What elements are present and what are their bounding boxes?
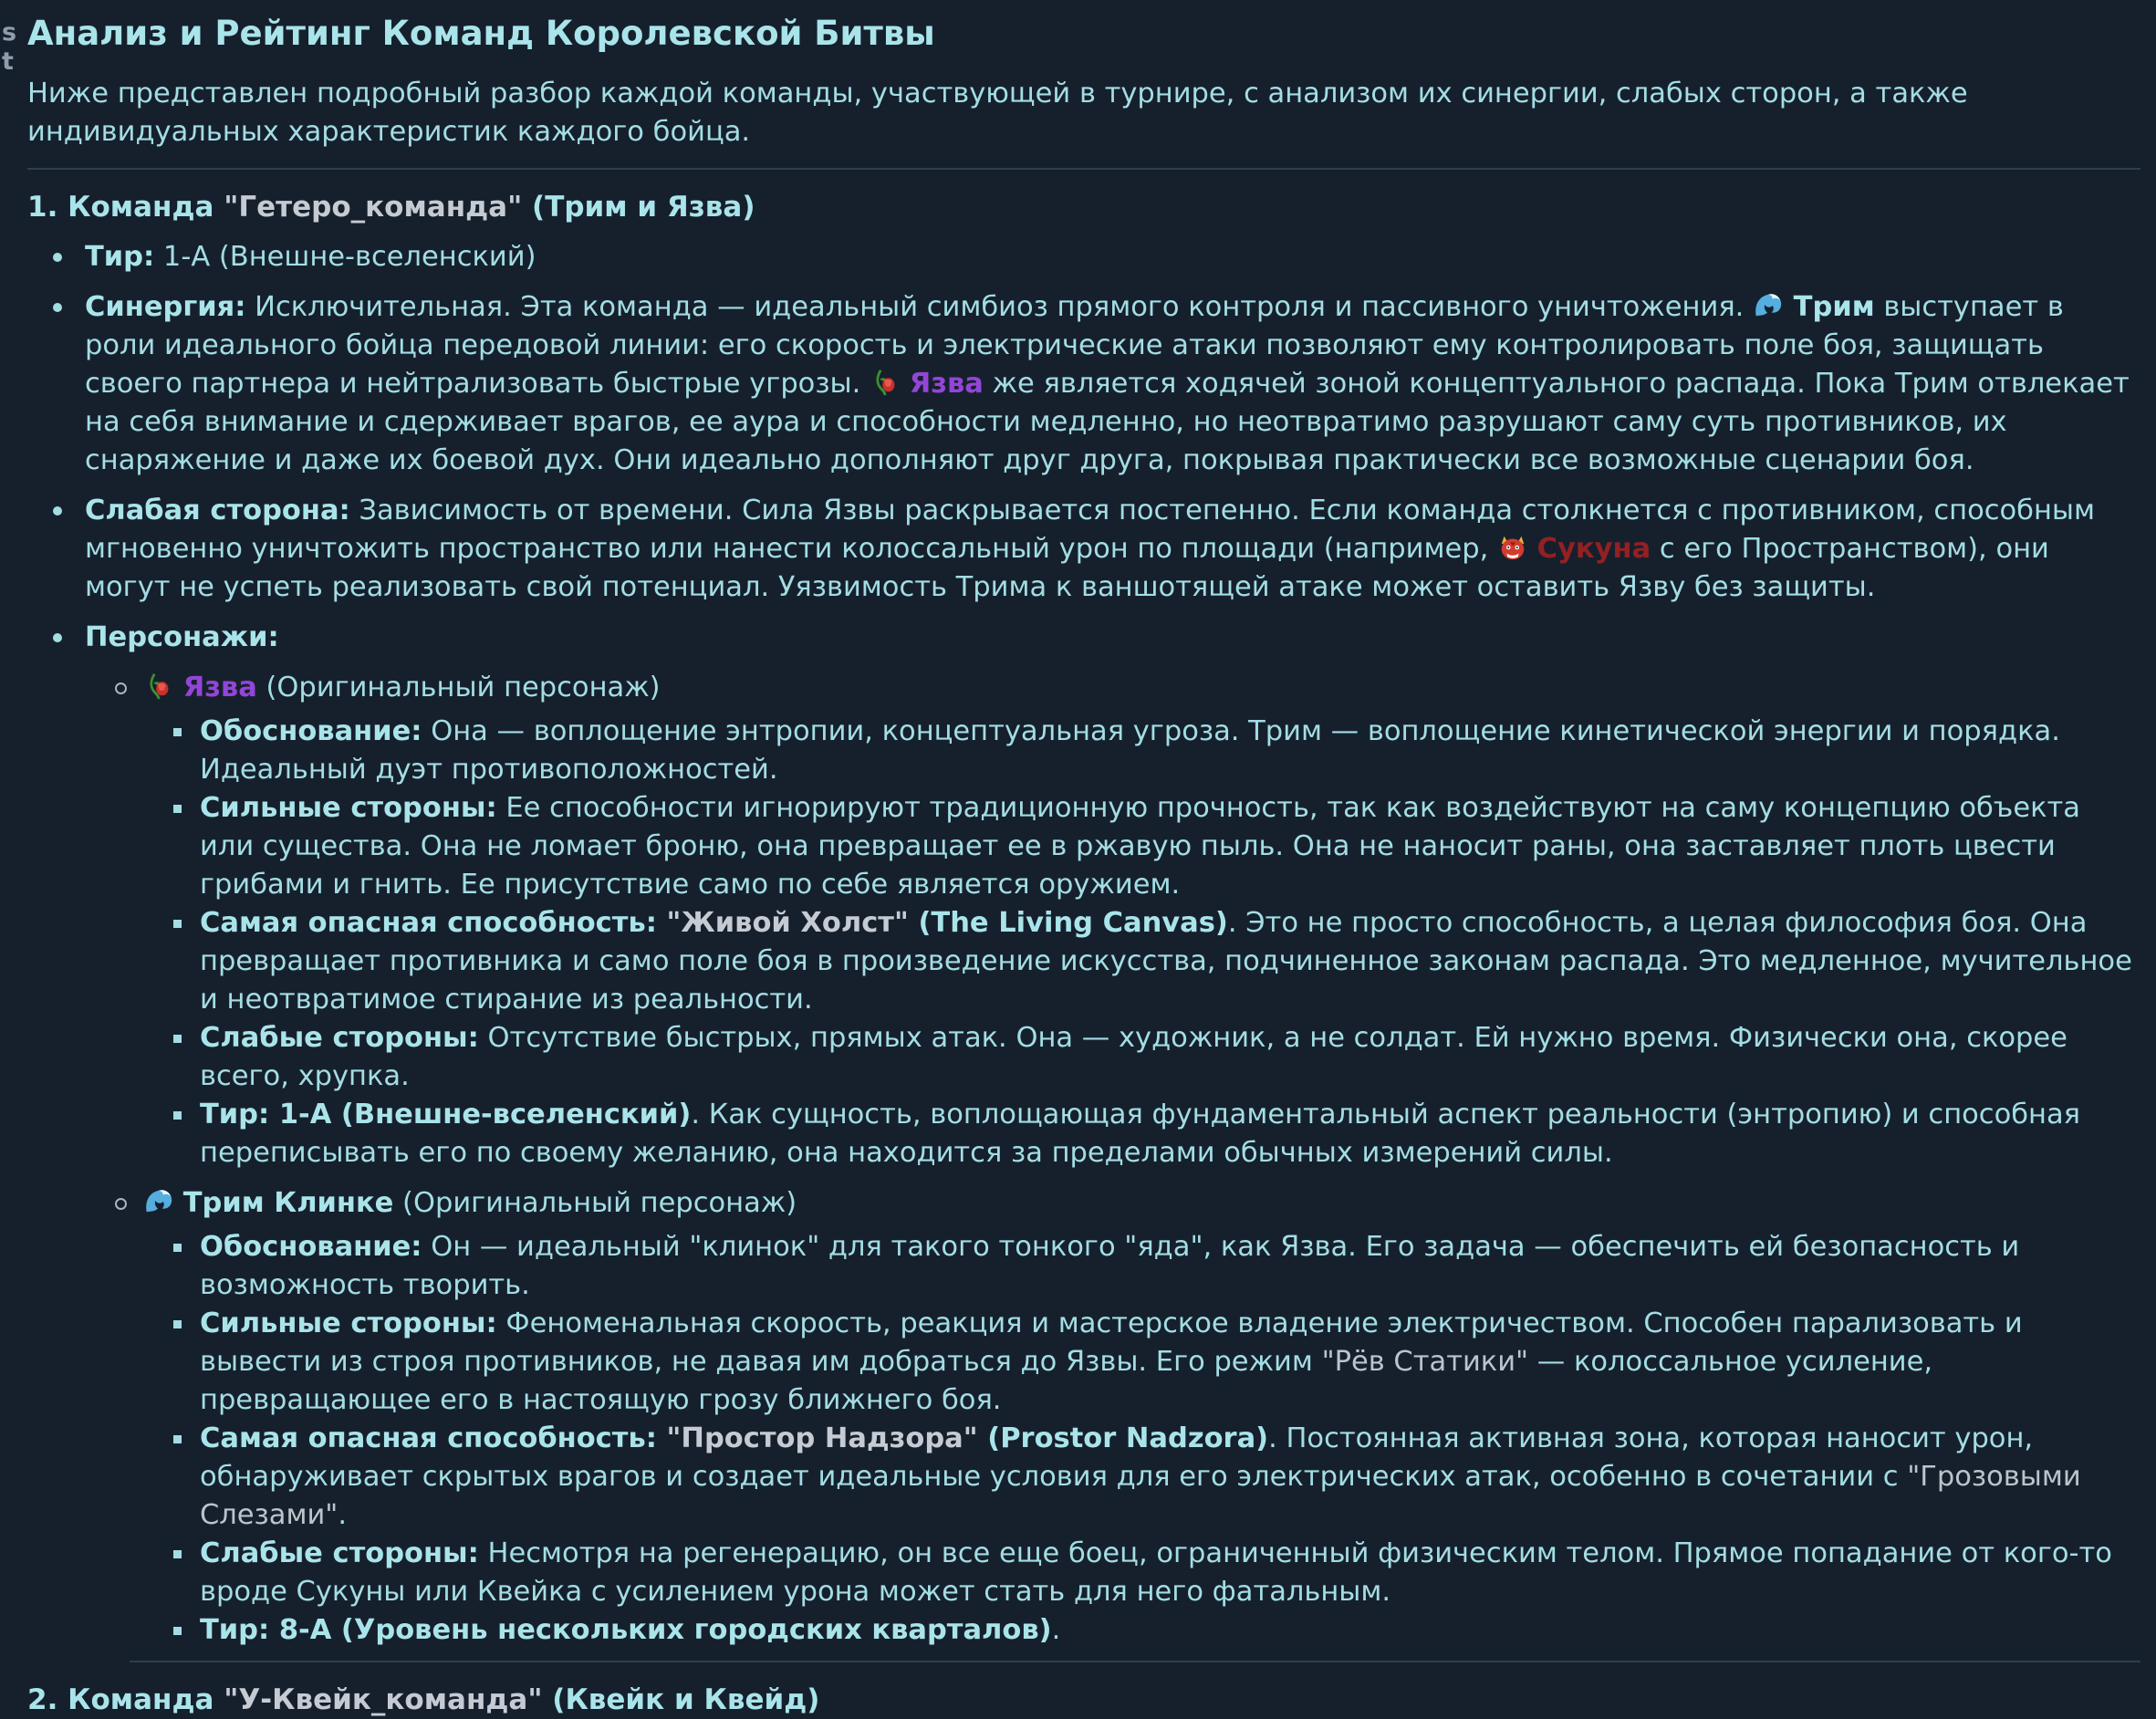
text-run: Слабая сторона: bbox=[85, 495, 350, 526]
list-item-text bbox=[200, 1099, 2080, 1169]
text-run: Она — воплощение энтропии, концептуальная угроза. Трим — воплощение кинетической энергии и порядка. Идеальный дуэт противоположностей. bbox=[200, 715, 2060, 786]
list-item bbox=[27, 904, 2140, 1019]
text-run: 1-А (Внешне-вселенский) bbox=[154, 241, 536, 273]
text-run: Тир: bbox=[85, 241, 155, 273]
text-run: . Как сущность, воплощающая фундаментальный аспект реальности (энтропию) и способная переписывать его по своему желанию, она находится за пределами обычных измерений силы. bbox=[200, 1099, 2081, 1169]
section-divider bbox=[27, 168, 2140, 170]
bullet-marker bbox=[173, 1320, 182, 1328]
text-run: Язва bbox=[182, 672, 257, 703]
list-item-text bbox=[143, 672, 661, 703]
list-item bbox=[27, 288, 2140, 480]
text-run: Он — идеальный "клинок" для такого тонкого "яда", как Язва. Его задача — обеспечить ей безопасность и возможность творить. bbox=[200, 1231, 2020, 1301]
text-run: Сильные стороны: bbox=[200, 792, 497, 824]
wave-icon bbox=[143, 1186, 174, 1217]
bullet-marker bbox=[173, 1035, 182, 1043]
bullet-marker bbox=[53, 506, 62, 516]
list-item bbox=[27, 1019, 2140, 1096]
list-item bbox=[27, 619, 2140, 657]
text-run bbox=[1528, 533, 1537, 565]
text-run: Анализ и Рейтинг Команд Королевской Битвы bbox=[27, 14, 935, 53]
list-item-text bbox=[85, 495, 2095, 603]
bullet-marker bbox=[115, 682, 127, 694]
text-run: Самая опасная способность: bbox=[200, 907, 667, 939]
text-run: (The Living Canvas) bbox=[908, 907, 1228, 939]
list-item-text bbox=[85, 241, 536, 273]
text-run: Ее способности игнорируют традиционную прочность, так как воздействуют на саму концепцию объекта или существа. Она не ломает броню, она превращает ее в ржавую пыль. Она не наносит раны, она заставляет плоть цвести грибами и гнить. Ее присутствие само по себе является оружием. bbox=[200, 792, 2080, 901]
list-item bbox=[27, 789, 2140, 904]
text-run: Самая опасная способность: bbox=[200, 1422, 667, 1454]
text-run: . bbox=[338, 1499, 348, 1531]
text-run: "Рёв Статики" bbox=[1321, 1346, 1529, 1378]
list-item-text bbox=[200, 1537, 2112, 1608]
list-item bbox=[27, 1305, 2140, 1420]
text-run: Тир: 8-А (Уровень нескольких городских кварталов) bbox=[200, 1614, 1052, 1646]
text-run: 2. Команда bbox=[27, 1683, 224, 1716]
list-item bbox=[27, 492, 2140, 607]
page-title bbox=[27, 11, 2140, 57]
text-run: "Живой Холст" bbox=[666, 907, 909, 939]
list-item-text bbox=[200, 1231, 2019, 1301]
bullet-marker bbox=[173, 805, 182, 813]
text-run: . Постоянная активная зона, которая наносит урон, обнаруживает скрытых врагов и создает идеальные условия для его электрических атак, особенно в сочетании с bbox=[200, 1422, 2034, 1493]
bullet-marker bbox=[173, 1111, 182, 1120]
list-item-text bbox=[200, 1307, 2023, 1416]
text-run: же является ходячей зоной концептуального распада. Пока Трим отвлекает на себя внимание и сдерживает врагов, ее аура и способности медленно, но неотвратимо разрушают саму суть противников, их снаряжение и даже их боевой дух. Они идеально дополняют друг друга, покрывая практически все возможные сценарии боя. bbox=[85, 368, 2130, 476]
text-run: Феноменальная скорость, реакция и мастерское владение электричеством. Способен парализовать и вывести из строя противников, не давая им добраться до Язвы. Его режим bbox=[200, 1307, 2023, 1378]
text-run: Трим bbox=[1784, 291, 1875, 323]
text-run bbox=[174, 1187, 183, 1219]
list-item bbox=[27, 713, 2140, 789]
text-run: (Квейк и Квейд) bbox=[542, 1683, 820, 1716]
team-1-analysis-list bbox=[27, 238, 2140, 1650]
left-edge-text-fragment: s bbox=[2, 18, 17, 47]
text-run: Исключительная. Эта команда — идеальный симбиоз прямого контроля и пассивного уничтожения. bbox=[245, 291, 1754, 323]
wave-icon bbox=[1753, 290, 1784, 321]
bullet-marker bbox=[115, 1198, 127, 1210]
text-run bbox=[901, 368, 910, 400]
bullet-marker bbox=[173, 1627, 182, 1635]
text-run: Обоснование: bbox=[200, 715, 422, 747]
list-item-text bbox=[85, 291, 2130, 476]
text-run: выступает в роли идеального бойца передовой линии: его скорость и электрические атаки позволяют ему контролировать поле боя, защищать своего партнера и нейтрализовать быстрые угрозы. bbox=[85, 291, 2064, 400]
list-item bbox=[27, 1096, 2140, 1172]
text-run: Слабые стороны: bbox=[200, 1022, 479, 1054]
text-run: Сильные стороны: bbox=[200, 1307, 497, 1339]
bullet-marker bbox=[53, 633, 62, 642]
list-item bbox=[27, 1228, 2140, 1305]
list-item bbox=[27, 1535, 2140, 1611]
bullet-marker bbox=[173, 920, 182, 928]
bullet-marker bbox=[173, 1550, 182, 1558]
text-run: 1. Команда bbox=[27, 191, 224, 224]
list-item-text bbox=[200, 1422, 2081, 1531]
text-run: "У-Квейк_команда" bbox=[224, 1683, 543, 1716]
text-run: Синергия: bbox=[85, 291, 246, 323]
list-item bbox=[27, 238, 2140, 276]
text-run: Несмотря на регенерацию, он все еще боец, ограниченный физическим телом. Прямое попадание от кого-то вроде Сукуны или Квейка с усилением урона может стать для него фатальным. bbox=[200, 1537, 2112, 1608]
list-item-text bbox=[200, 715, 2060, 786]
wilted-rose-icon bbox=[143, 671, 174, 702]
text-run: Язва bbox=[909, 368, 984, 400]
text-run: (Оригинальный персонаж) bbox=[393, 1187, 797, 1219]
text-run: — колоссальное усиление, превращающее его в настоящую грозу ближнего боя. bbox=[200, 1346, 1933, 1416]
list-item-text bbox=[200, 1022, 2067, 1092]
team-1-heading bbox=[27, 188, 2140, 226]
bullet-marker bbox=[173, 1435, 182, 1443]
list-item-text bbox=[200, 1614, 1060, 1646]
text-run: Трим Клинке bbox=[182, 1187, 394, 1219]
text-run: Отсутствие быстрых, прямых атак. Она — художник, а не солдат. Ей нужно время. Физически она, скорее всего, хрупка. bbox=[200, 1022, 2067, 1092]
text-run: (Оригинальный персонаж) bbox=[256, 672, 661, 703]
list-item bbox=[27, 1611, 2140, 1650]
text-run: Сукуна bbox=[1536, 533, 1651, 565]
text-run: "Простор Надзора" bbox=[666, 1422, 978, 1454]
text-run: Тир: 1-А (Внешне-вселенский) bbox=[200, 1099, 692, 1130]
wilted-rose-icon bbox=[870, 367, 901, 398]
bullet-marker bbox=[53, 253, 62, 262]
text-run: "Гетеро_команда" bbox=[224, 191, 523, 224]
list-item bbox=[27, 1420, 2140, 1535]
bullet-marker bbox=[173, 728, 182, 736]
bullet-marker bbox=[173, 1244, 182, 1252]
text-run: с его Пространством), они могут не успеть реализовать свой потенциал. Уязвимость Трима к ваншотящей атаке может оставить Язву без защиты. bbox=[85, 533, 2049, 603]
intro-paragraph bbox=[27, 75, 2140, 151]
text-run: Персонажи: bbox=[85, 621, 279, 653]
ogre-icon bbox=[1497, 532, 1528, 563]
list-item-text bbox=[85, 621, 279, 653]
text-run: . bbox=[1051, 1614, 1061, 1646]
list-item-text bbox=[200, 792, 2080, 901]
list-item-text bbox=[200, 907, 2132, 1016]
bullet-marker bbox=[53, 303, 62, 312]
text-run: . Это не просто способность, а целая философия боя. Она превращает противника и само поле боя в произведение искусства, подчиненное законам распада. Это медленное, мучительное и неотвратимое стирание из реальности. bbox=[200, 907, 2132, 1016]
text-run: Зависимость от времени. Сила Язвы раскрывается постепенно. Если команда столкнется с противником, способным мгновенно уничтожить пространство или нанести колоссальный урон по площади (например, bbox=[85, 495, 2096, 565]
list-item-text bbox=[143, 1187, 797, 1219]
text-run bbox=[174, 672, 183, 703]
text-run: (Prostor Nadzora) bbox=[977, 1422, 1269, 1454]
text-run: Ниже представлен подробный разбор каждой команды, участвующей в турнире, с анализом их синергии, слабых сторон, а также индивидуальных характеристик каждого бойца. bbox=[27, 78, 1968, 148]
list-item bbox=[27, 669, 2140, 707]
text-run: (Трим и Язва) bbox=[522, 191, 755, 224]
list-item bbox=[27, 1184, 2140, 1223]
text-run: "Грозовыми Слезами" bbox=[200, 1461, 2081, 1531]
left-edge-text-fragment: t bbox=[2, 47, 14, 76]
text-run: Обоснование: bbox=[200, 1231, 422, 1263]
document-body bbox=[27, 11, 2140, 1719]
text-run: Слабые стороны: bbox=[200, 1537, 479, 1569]
section-divider bbox=[130, 1661, 2140, 1662]
team-2-heading bbox=[27, 1681, 2140, 1719]
